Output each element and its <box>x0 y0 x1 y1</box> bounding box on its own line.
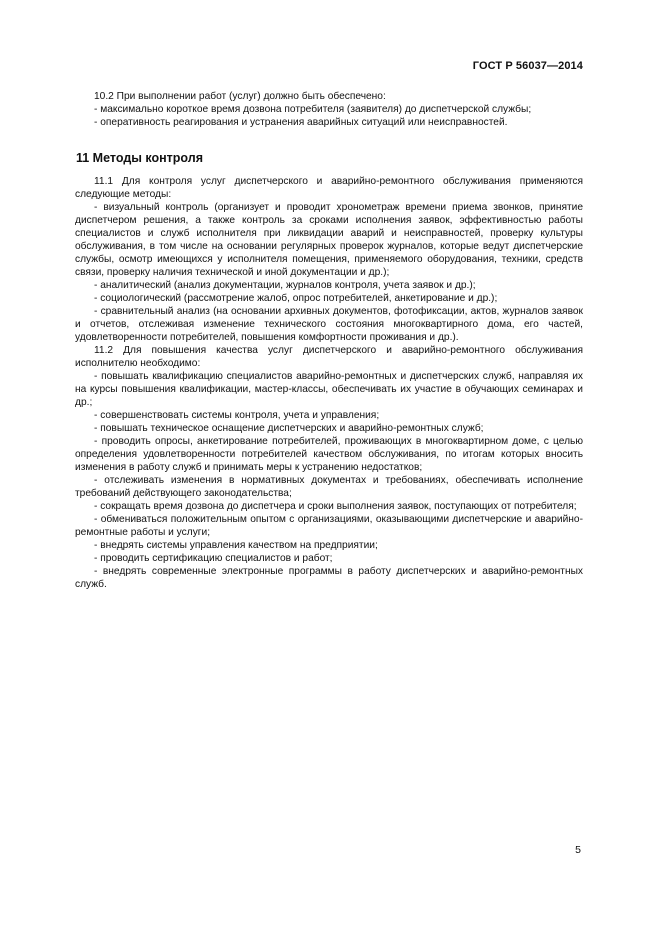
section-heading: 11 Методы контроля <box>76 151 203 165</box>
list-item: - визуальный контроль (организует и проводит хронометраж времени приема звонков, принятие диспетчером решения, а также контроль за сроками исполнения заявок, эффективностью работы специалистов и служб исполнителя при ликвидации аварий и неисправностей, проверку культуры обслуживания, в том числе на основании регулярных проверок журналов, которые ведут диспетчерские службы, осмотр имеющихся у исполнителя помещения, применяемого оборудования, техники, средств связи, проверку наличия технической и иной документации и др.); <box>75 202 583 278</box>
list-item: - обмениваться положительным опытом с организациями, оказывающими диспетчерские и аварийно-ремонтные работы и услуги; <box>75 514 583 538</box>
list-item: - проводить сертификацию специалистов и работ; <box>94 553 333 564</box>
list-item: - социологический (рассмотрение жалоб, опрос потребителей, анкетирование и др.); <box>94 293 498 304</box>
list-item: - отслеживать изменения в нормативных документах и требованиях, обеспечивать исполнение требований действующего законодательства; <box>75 475 583 499</box>
list-item: - внедрять системы управления качеством на предприятии; <box>94 540 378 551</box>
paragraph-11-1: 11.1 Для контроля услуг диспетчерского и аварийно-ремонтного обслуживания применяются следующие методы: <box>75 176 583 200</box>
document-id-header: ГОСТ Р 56037—2014 <box>472 60 583 72</box>
list-item: - внедрять современные электронные программы в работу диспетчерских и аварийно-ремонтных служб. <box>75 566 583 590</box>
list-item: - сравнительный анализ (на основании архивных документов, фотофиксации, актов, журналов заявок и отчетов, отслеживая изменение технического состояния многоквартирного дома, его частей, удовлетворенности потребителей, повышения комфортности проживания и др.). <box>75 306 583 343</box>
list-item: - повышать квалификацию специалистов аварийно-ремонтных и диспетчерских служб, направляя их на курсы повышения квалификации, мастер-классы, обеспечивать их участие в обучающих семинарах и др.; <box>75 371 583 408</box>
list-item: - повышать техническое оснащение диспетчерских и аварийно-ремонтных служб; <box>94 423 484 434</box>
list-item: - максимально короткое время дозвона потребителя (заявителя) до диспетчерской службы; <box>94 104 532 115</box>
section-10-2-intro: 10.2 При выполнении работ (услуг) должно быть обеспечено: <box>94 91 386 102</box>
list-item: - проводить опросы, анкетирование потребителей, проживающих в многоквартирном доме, с целью определения удовлетворенности потребителей качеством обслуживания, по итогам которых вносить изменения в работу служб и принимать меры к устранению недостатков; <box>75 436 583 473</box>
list-item: - оперативность реагирования и устранения аварийных ситуаций или неисправностей. <box>94 117 508 128</box>
list-item: - сокращать время дозвона до диспетчера и сроки выполнения заявок, поступающих от потребителя; <box>94 501 577 512</box>
list-item: - совершенствовать системы контроля, учета и управления; <box>94 410 380 421</box>
page-number: 5 <box>575 844 581 856</box>
document-body <box>75 90 583 591</box>
paragraph-11-2: 11.2 Для повышения качества услуг диспетчерского и аварийно-ремонтного обслуживания исполнителю необходимо: <box>75 345 583 369</box>
list-item: - аналитический (анализ документации, журналов контроля, учета заявок и др.); <box>94 280 476 291</box>
